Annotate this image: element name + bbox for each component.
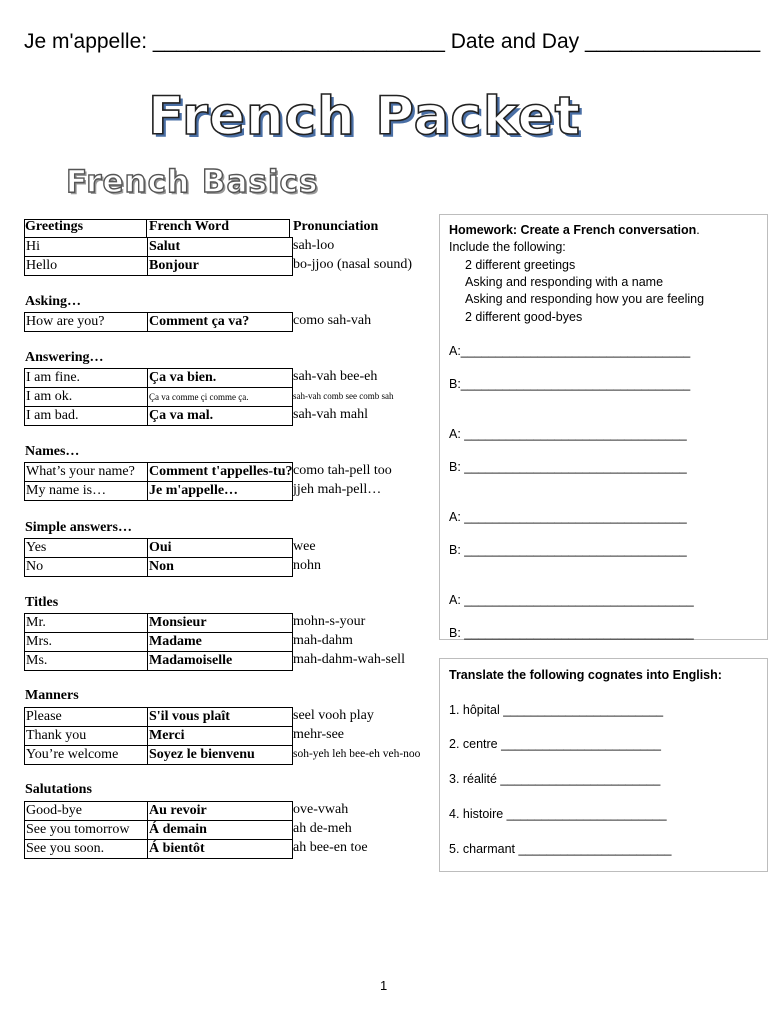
section-heading: Salutations	[25, 782, 92, 797]
pronunciation-cell: sah-vah comb see comb sah	[293, 391, 394, 401]
french-cell: Bonjour	[147, 256, 293, 276]
list-item: 2 different greetings	[465, 258, 576, 272]
english-cell: See you soon.	[24, 839, 147, 859]
pronunciation-cell: wee	[293, 539, 316, 554]
french-cell: Á demain	[147, 820, 293, 840]
pronunciation-cell: como sah-vah	[293, 313, 372, 328]
pronunciation-cell: seel vooh play	[293, 708, 374, 723]
french-cell: Monsieur	[147, 613, 293, 633]
cognate-item[interactable]: 3. réalité _______________________	[449, 772, 661, 786]
english-cell: My name is…	[24, 481, 147, 501]
conversation-line[interactable]: B: ________________________________	[449, 460, 687, 474]
page-number: 1	[380, 978, 388, 993]
homework-title	[449, 223, 700, 237]
section-heading: Asking…	[25, 294, 82, 309]
pronunciation-cell: nohn	[293, 558, 321, 573]
homework-title-text: Homework: Create a French conversation	[449, 223, 697, 237]
col-header-french-word: French Word	[149, 219, 229, 234]
list-item: Asking and responding how you are feeling	[465, 292, 705, 306]
pronunciation-cell: bo-jjoo (nasal sound)	[293, 257, 412, 272]
cognates-box	[439, 658, 768, 872]
pronunciation-cell: ove-vwah	[293, 802, 349, 817]
pronunciation-cell: ah bee-en toe	[293, 840, 368, 855]
english-cell: Good-bye	[24, 801, 147, 821]
pronunciation-cell: mohn-s-your	[293, 614, 366, 629]
french-cell: Comment ça va?	[147, 312, 293, 332]
col-header-greetings: Greetings	[25, 219, 84, 234]
pronunciation-cell: soh-yeh leh bee-eh veh-noo	[293, 748, 421, 760]
french-cell: Ça va comme çi comme ça.	[147, 387, 293, 407]
english-cell: How are you?	[24, 312, 147, 332]
conversation-line[interactable]: B:_________________________________	[449, 377, 691, 391]
english-cell: No	[24, 557, 147, 577]
cognate-item[interactable]: 1. hôpital _______________________	[449, 703, 664, 717]
french-cell: Madame	[147, 632, 293, 652]
english-cell: I am ok.	[24, 387, 147, 407]
english-cell: Mr.	[24, 613, 147, 633]
cognates-title: Translate the following cognates into English:	[449, 668, 722, 682]
english-cell: Ms.	[24, 651, 147, 671]
list-item: 2 different good-byes	[465, 310, 583, 324]
english-cell: I am bad.	[24, 406, 147, 426]
pronunciation-cell: mah-dahm-wah-sell	[293, 652, 405, 667]
table-header-divider	[146, 219, 147, 237]
conversation-line[interactable]: A: ________________________________	[449, 427, 687, 441]
conversation-line[interactable]: B: _________________________________	[449, 626, 694, 640]
section-title: French Basics	[66, 164, 319, 200]
conversation-line[interactable]: A: ________________________________	[449, 510, 687, 524]
pronunciation-cell: sah-loo	[293, 238, 335, 253]
conversation-line[interactable]: A:_________________________________	[449, 344, 691, 358]
english-cell: What’s your name?	[24, 462, 147, 482]
section-heading: Titles	[25, 595, 59, 610]
english-cell: Mrs.	[24, 632, 147, 652]
pronunciation-cell: ah de-meh	[293, 821, 352, 836]
french-cell: Non	[147, 557, 293, 577]
pronunciation-cell: sah-vah bee-eh	[293, 369, 378, 384]
pronunciation-cell: como tah-pell too	[293, 463, 392, 478]
french-cell: Á bientôt	[147, 839, 293, 859]
english-cell: Hello	[24, 256, 147, 276]
table-header-border	[24, 219, 290, 237]
conversation-line[interactable]: B: ________________________________	[449, 543, 687, 557]
french-cell: Ça va bien.	[147, 368, 293, 388]
french-cell: Je m'appelle…	[147, 481, 293, 501]
name-date-line: Je m'appelle: _________________________ Date and Day _______________	[24, 30, 761, 53]
col-header-pronunciation: Pronunciation	[293, 219, 379, 234]
french-cell: Salut	[147, 237, 293, 257]
section-heading: Answering…	[25, 350, 104, 365]
section-heading: Names…	[25, 444, 80, 459]
pronunciation-cell: jjeh mah-pell…	[293, 482, 382, 497]
conversation-line[interactable]: A: _________________________________	[449, 593, 694, 607]
english-cell: Please	[24, 707, 147, 727]
english-cell: Thank you	[24, 726, 147, 746]
french-cell: Ça va mal.	[147, 406, 293, 426]
english-cell: Hi	[24, 237, 147, 257]
french-cell: Au revoir	[147, 801, 293, 821]
french-cell: Soyez le bienvenu	[147, 745, 293, 765]
english-cell: Yes	[24, 538, 147, 558]
section-heading: Manners	[25, 688, 79, 703]
homework-include: Include the following:	[449, 240, 566, 254]
page-title: French Packet	[148, 86, 581, 147]
french-cell: Oui	[147, 538, 293, 558]
french-cell: Merci	[147, 726, 293, 746]
cognate-item[interactable]: 4. histoire _______________________	[449, 807, 667, 821]
pronunciation-cell: mah-dahm	[293, 633, 353, 648]
homework-title-period: .	[696, 223, 700, 237]
french-cell: Comment t'appelles-tu?	[147, 462, 293, 482]
cognate-item[interactable]: 2. centre _______________________	[449, 737, 662, 751]
section-heading: Simple answers…	[25, 520, 132, 535]
english-cell: I am fine.	[24, 368, 147, 388]
french-cell: Madamoiselle	[147, 651, 293, 671]
english-cell: You’re welcome	[24, 745, 147, 765]
pronunciation-cell: mehr-see	[293, 727, 345, 742]
cognate-item[interactable]: 5. charmant ______________________	[449, 842, 672, 856]
homework-box	[439, 214, 768, 640]
pronunciation-cell: sah-vah mahl	[293, 407, 369, 422]
list-item: Asking and responding with a name	[465, 275, 664, 289]
french-cell: S'il vous plaît	[147, 707, 293, 727]
english-cell: See you tomorrow	[24, 820, 147, 840]
